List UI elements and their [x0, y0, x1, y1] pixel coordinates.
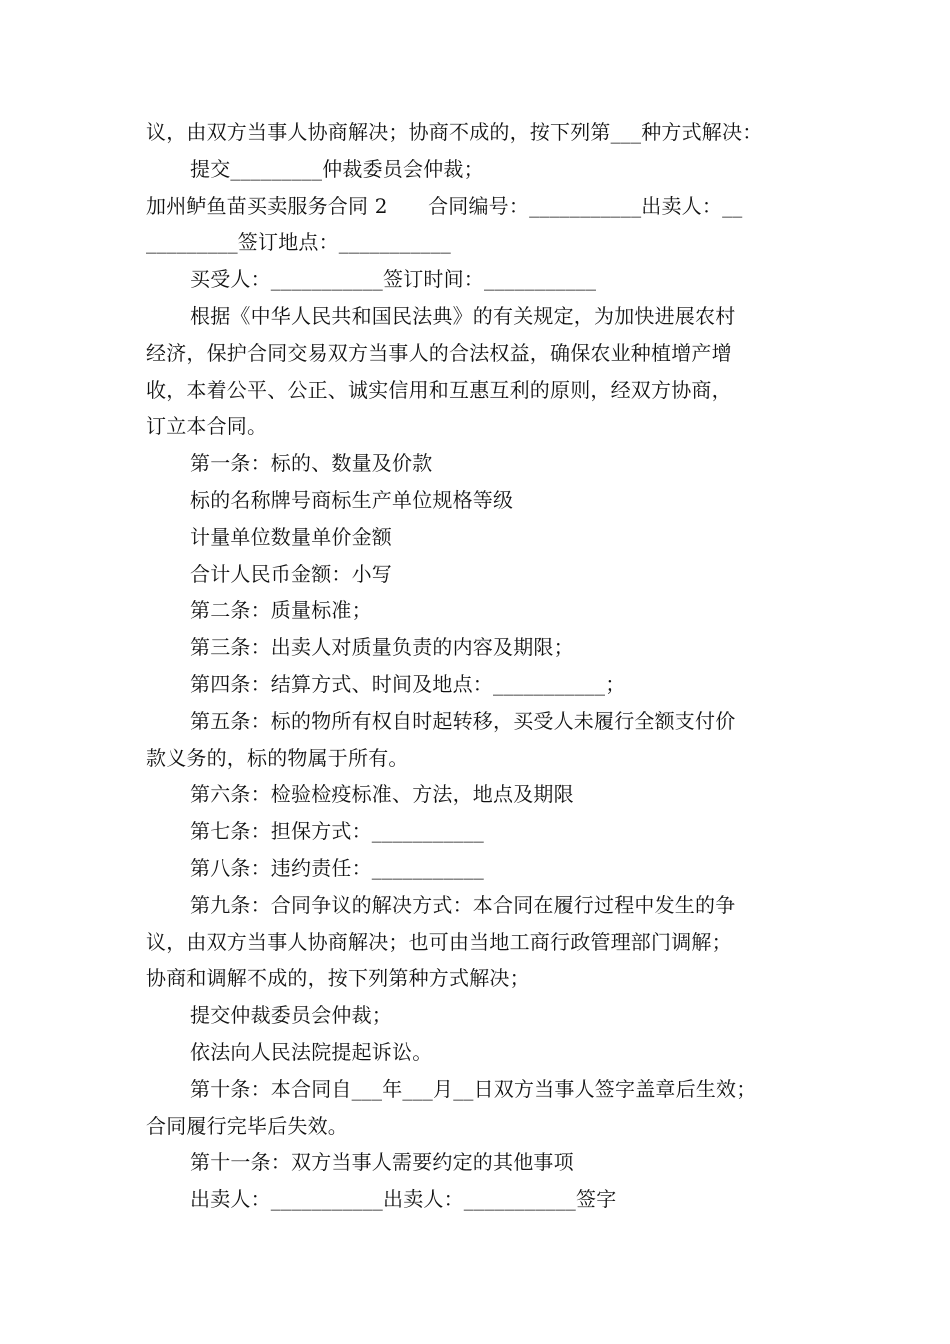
text-line: 款义务的，标的物属于所有。	[146, 745, 409, 770]
text-line: 出卖人：___________出卖人：___________签字	[190, 1187, 617, 1212]
text-line: 第十条：本合同自___年___月__日双方当事人签字盖章后生效；	[190, 1076, 757, 1101]
text-line: 第八条：违约责任：___________	[190, 855, 484, 880]
text-line: 根据《中华人民共和国民法典》的有关规定，为加快进展农村	[190, 303, 736, 328]
text-line: 第九条：合同争议的解决方式：本合同在履行过程中发生的争	[190, 892, 736, 917]
text-line: 提交仲裁委员会仲裁；	[190, 1003, 392, 1028]
text-line: 协商和调解不成的，按下列第种方式解决；	[146, 966, 530, 991]
text-line: 买受人：___________签订时间：___________	[190, 267, 597, 292]
text-line: 第十一条：双方当事人需要约定的其他事项	[190, 1150, 574, 1175]
text-line: 第一条：标的、数量及价款	[190, 451, 433, 476]
text-line: 收，本着公平、公正、诚实信用和互惠互利的原则，经双方协商，	[146, 377, 732, 402]
text-line: 第三条：出卖人对质量负责的内容及期限；	[190, 635, 574, 660]
text-line: 提交_________仲裁委员会仲裁；	[190, 156, 484, 181]
text-line: 计量单位数量单价金额	[190, 524, 392, 549]
text-line: 依法向人民法院提起诉讼。	[190, 1039, 433, 1064]
text-line: 合计人民币金额：小写	[190, 561, 392, 586]
text-line: _________签订地点：___________	[146, 230, 451, 255]
text-line: 加州鲈鱼苗买卖服务合同 2 合同编号：___________出卖人：__	[146, 193, 743, 218]
text-line: 第二条：质量标准；	[190, 598, 372, 623]
text-line: 经济，保护合同交易双方当事人的合法权益，确保农业种植增产增	[146, 340, 732, 365]
text-line: 议，由双方当事人协商解决；也可由当地工商行政管理部门调解；	[146, 929, 732, 954]
text-line: 第七条：担保方式：___________	[190, 819, 484, 844]
contract-text	[146, 114, 826, 1218]
text-line: 订立本合同。	[146, 414, 268, 439]
text-line: 第五条：标的物所有权自时起转移，买受人未履行全额支付价	[190, 708, 736, 733]
text-line: 第四条：结算方式、时间及地点：___________；	[190, 671, 626, 696]
text-line: 合同履行完毕后失效。	[146, 1113, 348, 1138]
text-line: 第六条：检验检疫标准、方法，地点及期限	[190, 782, 574, 807]
text-line: 标的名称牌号商标生产单位规格等级	[190, 487, 514, 512]
text-line: 议，由双方当事人协商解决；协商不成的，按下列第___种方式解决：	[146, 120, 763, 144]
